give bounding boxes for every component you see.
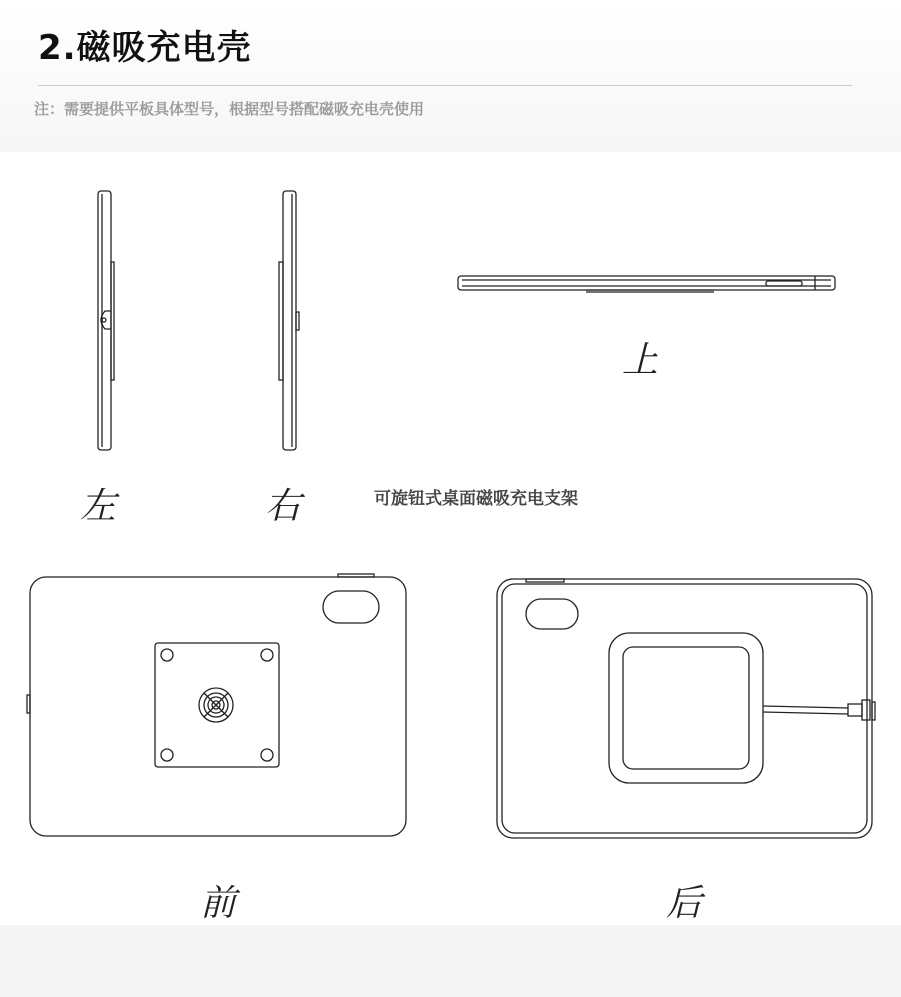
label-back-view: 后 [666, 883, 703, 924]
label-top-view: 上 [622, 340, 659, 381]
label-right-view: 右 [265, 486, 302, 527]
left-side-view [98, 191, 114, 450]
page-title: 2.磁吸充电壳 [38, 28, 252, 68]
note-text: 注：需要提供平板具体型号，根据型号搭配磁吸充电壳使用 [34, 100, 425, 118]
right-side-view [279, 191, 299, 450]
back-view [497, 579, 875, 838]
label-left-view: 左 [80, 486, 117, 527]
front-view [27, 574, 406, 836]
top-view [458, 276, 835, 292]
label-front-view: 前 [200, 883, 237, 924]
product-name: 可旋钮式桌面磁吸充电支架 [374, 489, 578, 509]
